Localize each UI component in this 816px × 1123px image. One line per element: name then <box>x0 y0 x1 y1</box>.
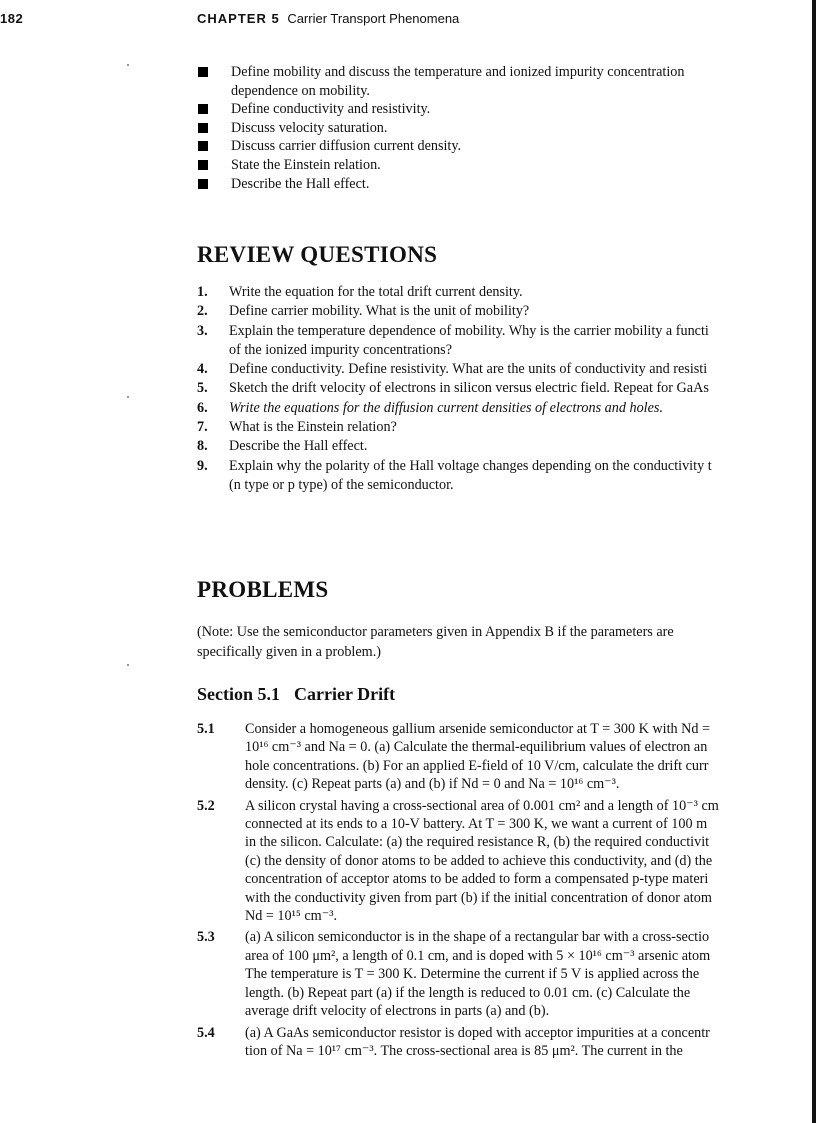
problem-number: 5.1 <box>197 721 215 737</box>
list-item <box>197 302 816 321</box>
list-item <box>197 379 816 398</box>
chapter-label: CHAPTER 5 <box>197 11 280 26</box>
list-item <box>197 1024 816 1061</box>
section-number: Section 5.1 <box>197 684 280 704</box>
bullet-square-icon <box>198 160 208 170</box>
list-item <box>197 156 802 175</box>
problem-text: (a) A silicon semiconductor is in the shape of a rectangular bar with a cross-sectio area of 100 μm², a length of 0.1 cm, and is doped with 5 × 10¹⁶ cm⁻³ arsenic atom The temperature is T = 300 K. Determine the current if 5 V is applied across the length. (b) Repeat part (a) if the length is reduced to 0.01 cm. (c) Calculate the average drift velocity of electrons in parts (a) and (b). <box>245 929 711 1020</box>
bullet-square-icon <box>198 179 208 189</box>
scan-speck <box>127 64 129 66</box>
problem-text: Consider a homogeneous gallium arsenide semiconductor at T = 300 K with Nd = 10¹⁶ cm⁻³ and Na = 0. (a) Calculate the thermal-equilibrium values of electron an hole concentrations. (b) For an applied E-field of 10 V/cm, calculate the drift curr density. (c) Repeat parts (a) and (b) if Nd = 0 and Na = 10¹⁶ cm⁻³. <box>245 721 711 793</box>
problems-note <box>197 622 816 662</box>
item-text: Define carrier mobility. What is the unit of mobility? <box>229 303 530 320</box>
objectives-list <box>197 63 802 193</box>
item-text: Define conductivity. Define resistivity. What are the units of conductivity and resisti <box>229 361 708 378</box>
list-item <box>197 437 816 456</box>
item-number: 3. <box>197 322 208 339</box>
page-number: 182 <box>0 11 24 26</box>
bullet-square-icon <box>198 104 208 114</box>
scan-speck <box>127 664 129 666</box>
objective-text: Discuss carrier diffusion current density. <box>231 138 462 155</box>
objective-text: Describe the Hall effect. <box>231 175 370 192</box>
item-text: Explain the temperature dependence of mobility. Why is the carrier mobility a functi of the ionized impurity concentrations? <box>229 322 709 358</box>
list-item <box>197 100 802 119</box>
item-text: What is the Einstein relation? <box>229 419 397 436</box>
list-item <box>197 283 816 302</box>
problems-heading: PROBLEMS <box>197 577 329 602</box>
note-text: (Note: Use the semiconductor parameters given in Appendix B if the parameters are specifically given in a problem.) <box>197 624 674 660</box>
problem-number: 5.3 <box>197 929 215 946</box>
item-text: Sketch the drift velocity of electrons in silicon versus electric field. Repeat for GaAs <box>229 380 709 397</box>
item-text: Explain why the polarity of the Hall voltage changes depending on the conductivity t (n type or p type) of the semiconductor. <box>229 457 712 493</box>
list-item <box>197 720 816 794</box>
list-item <box>197 360 816 379</box>
list-item <box>197 399 816 418</box>
list-item <box>197 418 816 437</box>
bullet-square-icon <box>198 141 208 151</box>
list-item <box>197 322 816 361</box>
item-number: 1. <box>197 284 208 300</box>
problem-number: 5.2 <box>197 797 215 814</box>
section-heading <box>197 684 395 705</box>
item-number: 9. <box>197 457 208 474</box>
bullet-square-icon <box>198 123 208 133</box>
list-item <box>197 119 802 138</box>
item-text: Write the equation for the total drift current density. <box>229 284 523 300</box>
list-item <box>197 457 816 496</box>
item-text: Describe the Hall effect. <box>229 438 368 455</box>
objective-text: State the Einstein relation. <box>231 156 381 173</box>
problem-number: 5.4 <box>197 1024 215 1041</box>
objective-text: Discuss velocity saturation. <box>231 119 388 136</box>
objective-text: Define conductivity and resistivity. <box>231 101 431 118</box>
item-text: Write the equations for the diffusion current densities of electrons and holes. <box>229 399 663 416</box>
section-title: Carrier Drift <box>294 684 396 704</box>
list-item <box>197 63 802 100</box>
problem-text: (a) A GaAs semiconductor resistor is doped with acceptor impurities at a concentr tion of Na = 10¹⁷ cm⁻³. The cross-sectional area is 85 μm². The current in the <box>245 1024 710 1059</box>
item-number: 4. <box>197 361 208 378</box>
review-questions-list <box>197 283 816 495</box>
list-item <box>197 137 802 156</box>
item-number: 5. <box>197 380 208 397</box>
bullet-square-icon <box>198 67 208 77</box>
item-number: 8. <box>197 438 208 455</box>
objective-text: Define mobility and discuss the temperature and ionized impurity concentration dependence on mobility. <box>231 64 685 99</box>
item-number: 2. <box>197 303 208 320</box>
list-item <box>197 797 816 926</box>
item-number: 6. <box>197 399 208 416</box>
page-edge-shadow <box>812 0 816 1123</box>
problems-list <box>197 720 816 1063</box>
list-item <box>197 928 816 1020</box>
running-header <box>197 11 459 26</box>
list-item <box>197 175 802 194</box>
item-number: 7. <box>197 419 208 436</box>
review-questions-heading: REVIEW QUESTIONS <box>197 242 438 267</box>
problem-text: A silicon crystal having a cross-sectional area of 0.001 cm² and a length of 10⁻³ cm connected at its ends to a 10-V battery. At T = 300 K, we want a current of 100 m in the silicon. Calculate: (a) the required resistance R, (b) the required conductivit (c) the density of donor atoms to be added to achieve this conductivity, and (d) the concentration of acceptor atoms to be added to form a compensated p-type materi with the conductivity given from part (b) if the initial concentration of donor atom Nd = 10¹⁵ cm⁻³. <box>245 797 719 925</box>
scan-speck <box>127 396 129 398</box>
chapter-title: Carrier Transport Phenomena <box>287 11 460 26</box>
